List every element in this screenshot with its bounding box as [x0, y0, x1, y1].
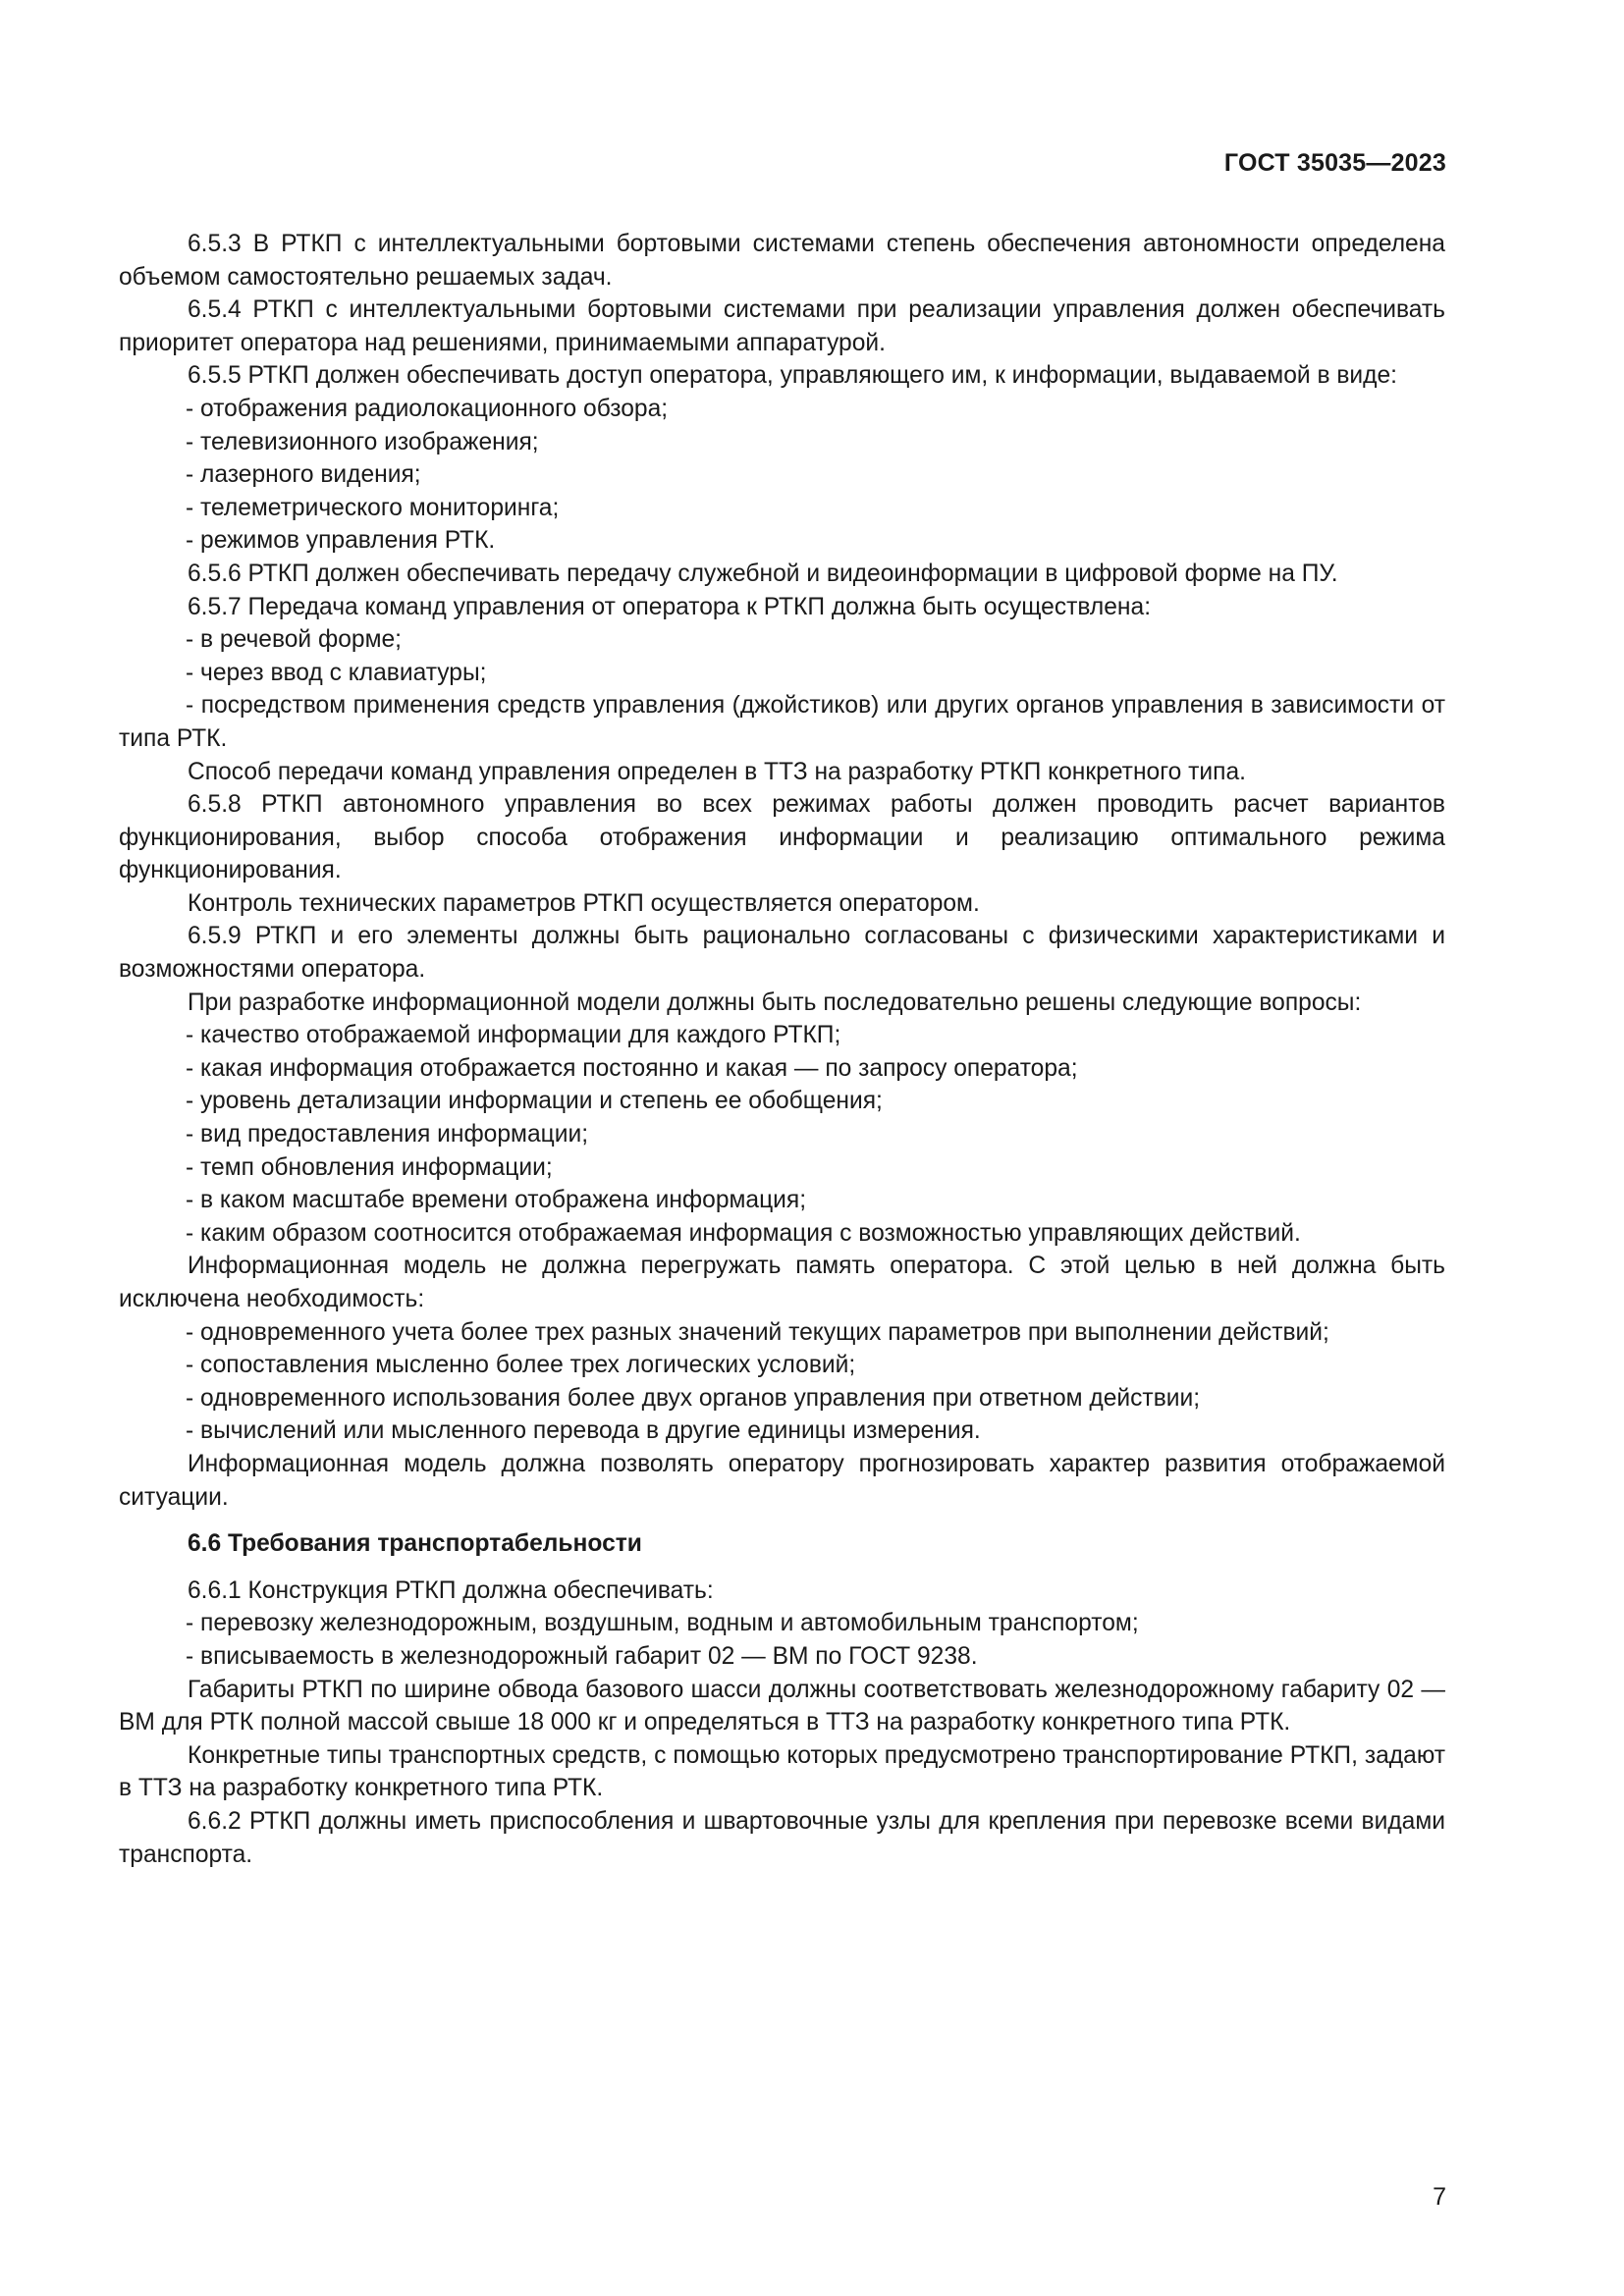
- paragraph-dimensions: Габариты РТКП по ширине обвода базового шасси должны соответствовать железнодорожному габариту 02 — ВМ для РТК полной массой свыше 18 000 кг и определяться в ТТЗ на разработку конкретного типа РТК.: [119, 1676, 1445, 1736]
- list-item: - режимов управления РТК.: [186, 527, 496, 555]
- paragraph-6-5-3: 6.5.3 В РТКП с интеллектуальными бортовыми системами степень обеспечения автономности определена объемом самостоятельно решаемых задач.: [119, 231, 1445, 291]
- list-item: - в речевой форме;: [186, 626, 402, 654]
- paragraph-6-6-1: 6.6.1 Конструкция РТКП должна обеспечивать:: [188, 1576, 714, 1604]
- paragraph-6-5-4: 6.5.4 РТКП с интеллектуальными бортовыми системами при реализации управления должен обеспечивать приоритет оператора над решениями, принимаемыми аппаратурой.: [119, 296, 1445, 356]
- list-item: - телеметрического мониторинга;: [186, 494, 560, 521]
- paragraph-6-5-9: 6.5.9 РТКП и его элементы должны быть рационально согласованы с физическими характеристиками и возможностями оператора.: [119, 923, 1445, 984]
- list-item: - каким образом соотносится отображаемая информация с возможностью управляющих действий.: [186, 1219, 1301, 1247]
- list-item: - посредством применения средств управления (джойстиков) или других органов управления в зависимости от типа РТК.: [119, 692, 1445, 752]
- paragraph-command-method: Способ передачи команд управления определен в ТТЗ на разработку РТКП конкретного типа.: [188, 758, 1246, 785]
- list-information-display: [119, 393, 1445, 558]
- paragraph-info-model-questions: При разработке информационной модели должны быть последовательно решены следующие вопросы:: [188, 988, 1362, 1016]
- list-item: - вписываемость в железнодорожный габарит 02 — ВМ по ГОСТ 9238.: [186, 1642, 978, 1670]
- paragraph-6-6-2: 6.6.2 РТКП должны иметь приспособления и швартовочные узлы для крепления при перевозке всеми видами транспорта.: [119, 1807, 1445, 1868]
- list-info-model-questions: [119, 1019, 1445, 1250]
- paragraph-6-5-6: 6.5.6 РТКП должен обеспечивать передачу служебной и видеоинформации в цифровой форме на ПУ.: [188, 560, 1338, 587]
- list-transport: [119, 1607, 1445, 1673]
- paragraph-vehicle-types: Конкретные типы транспортных средств, с помощью которых предусмотрено транспортирование РТКП, задают в ТТЗ на разработку конкретного типа РТК.: [119, 1741, 1445, 1802]
- paragraph-6-5-7: 6.5.7 Передача команд управления от оператора к РТКП должна быть осуществлена:: [188, 593, 1152, 620]
- page-number: 7: [1433, 2183, 1446, 2211]
- list-item: - через ввод с клавиатуры;: [186, 659, 487, 686]
- list-item: - в каком масштабе времени отображена информация;: [186, 1187, 807, 1214]
- list-command-transfer: [119, 623, 1445, 755]
- document-body: [119, 228, 1445, 1871]
- list-item: - лазерного видения;: [186, 461, 421, 489]
- list-item: - одновременного использования более двух органов управления при ответном действии;: [186, 1384, 1201, 1412]
- list-item: - перевозку железнодорожным, воздушным, водным и автомобильным транспортом;: [186, 1610, 1139, 1637]
- list-item: - вид предоставления информации;: [186, 1121, 589, 1148]
- paragraph-forecast: Информационная модель должна позволять оператору прогнозировать характер развития отображаемой ситуации.: [119, 1450, 1445, 1511]
- paragraph-memory-load: Информационная модель не должна перегружать память оператора. С этой целью в ней должна быть исключена необходимость:: [119, 1253, 1445, 1312]
- list-item: - какая информация отображается постоянно и какая — по запросу оператора;: [186, 1054, 1078, 1082]
- list-excluded-needs: [119, 1316, 1445, 1448]
- document-header: ГОСТ 35035—2023: [1223, 149, 1446, 177]
- list-item: - вычислений или мысленного перевода в другие единицы измерения.: [186, 1417, 981, 1445]
- list-item: - уровень детализации информации и степень ее обобщения;: [186, 1088, 883, 1115]
- paragraph-6-5-5: 6.5.5 РТКП должен обеспечивать доступ оператора, управляющего им, к информации, выдаваемой в виде:: [188, 362, 1398, 390]
- list-item: - отображения радиолокационного обзора;: [186, 395, 669, 422]
- paragraph-parameter-control: Контроль технических параметров РТКП осуществляется оператором.: [188, 889, 980, 917]
- paragraph-6-5-8: 6.5.8 РТКП автономного управления во всех режимах работы должен проводить расчет вариантов функционирования, выбор способа отображения информации и реализацию оптимального режима функционирования.: [119, 791, 1445, 884]
- list-item: - темп обновления информации;: [186, 1153, 553, 1181]
- list-item: - качество отображаемой информации для каждого РТКП;: [186, 1022, 841, 1049]
- list-item: - одновременного учета более трех разных значений текущих параметров при выполнении действий;: [186, 1318, 1329, 1346]
- list-item: - сопоставления мысленно более трех логических условий;: [186, 1352, 856, 1379]
- section-title-6-6: 6.6 Требования транспортабельности: [188, 1530, 642, 1558]
- list-item: - телевизионного изображения;: [186, 428, 539, 455]
